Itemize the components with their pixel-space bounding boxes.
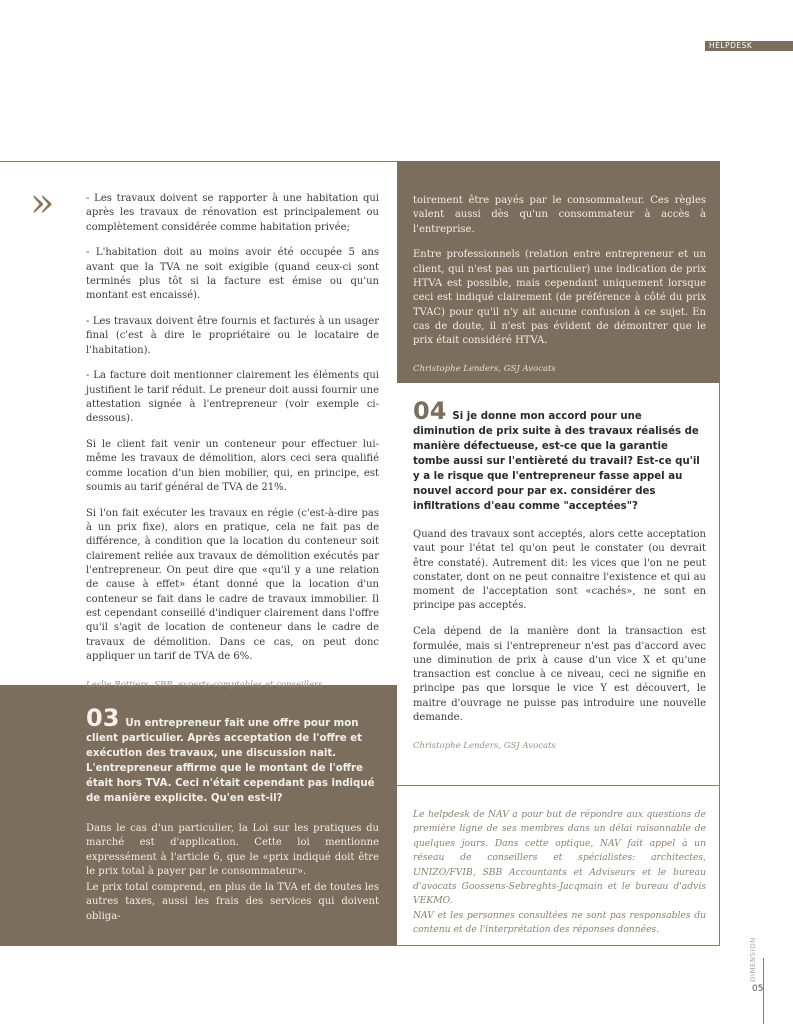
q03-answer-1: Dans le cas d'un particulier, la Loi sur les pratiques du marché est d'application. Cette loi mentionne expressément à l'article 6, que le «prix indiqué doit être le prix total à payer par le consommateur». bbox=[86, 823, 379, 877]
q03-number: 03 bbox=[86, 704, 120, 732]
q03-question bbox=[86, 706, 379, 806]
q04-block bbox=[413, 399, 706, 765]
q04-question bbox=[413, 399, 706, 514]
paragraph: - L'habitation doit au moins avoir été occupée 5 ans avant que la TVA ne soit exigible (quand ceux-ci sont terminés plus tôt si la facture est émise ou qu'un montant est encaissé). bbox=[86, 247, 379, 302]
signature: Christophe Lenders, GSJ Avocats bbox=[413, 741, 556, 752]
q04-bottom-rule bbox=[397, 785, 720, 786]
paragraph: Si l'on fait exécuter les travaux en régie (c'est-à-dire pas à un prix fixe), alors en pratique, cela ne fait pas de différence, à condition que la location du conteneur soit clairement reliée aux travaux de démolition exécutés par l'entrepreneur. On peut dire que «qu'il y a une relation de cause à effet» étant donné que la location d'un conteneur se fait dans le cadre de travaux immobilier. Il est cependant conseillé d'indiquer clairement dans l'offre qu'il s'agit de location de conteneur dans le cadre de travaux de démolition. Dans ce cas, on peut donc appliquer un tarif de TVA de 6%. bbox=[86, 507, 379, 662]
right-column-rule bbox=[719, 383, 720, 946]
q04-question-text: Si je donne mon accord pour une diminution de prix suite à des travaux réalisés de manière défectueuse, est-ce que la garantie tombe aussi sur l'entièreté du travail? Est-ce qu'il y a le risque que l'entrepreneur fasse appel au nouvel accord pour par ex. considérer des infiltrations d'eau comme "acceptées"? bbox=[413, 411, 700, 512]
top-rule bbox=[0, 161, 397, 162]
paragraph: Entre professionnels (relation entre entrepreneur et un client, qui n'est pas un particulier) une indication de prix HTVA est possible, mais cependant uniquement lorsque ceci est indiqué clairement (de préférence à côté du prix TVAC) pour qu'il n'y ait aucune confusion à ce sujet. En cas de doute, il n'est pas évident de démontrer que le prix était considéré HTVA. bbox=[413, 249, 706, 347]
helpdesk-bottom-rule bbox=[397, 945, 720, 946]
paragraph: Si le client fait venir un conteneur pour effectuer lui-même les travaux de démolition, alors ceci sera qualifié comme location d'un bien mobilier, qui, en principe, est soumis au tarif général de TVA de 21%. bbox=[86, 439, 379, 494]
left-column bbox=[86, 192, 379, 704]
q04-answer-1: Quand des travaux sont acceptés, alors cette acceptation vaut pour l'état tel qu'on peut le constater (ou devrait être constaté). Autrement dit: les vices que l'on ne peut constater, dont on ne peut connaitre l'existence et qui au moment de l'acceptation sont «cachés», ne sont en principe pas acceptés. bbox=[413, 529, 706, 612]
q03-block bbox=[86, 706, 379, 936]
helpdesk-note bbox=[413, 808, 706, 938]
signature: Christophe Lenders, GSJ Avocats bbox=[413, 364, 556, 375]
q04-number: 04 bbox=[413, 397, 447, 425]
section-tag: HELPDESK bbox=[705, 41, 793, 51]
paragraph: toirement être payés par le consommateur. Ces règles valent aussi dès qu'un consommateur à accès à l'entreprise. bbox=[413, 195, 706, 235]
helpdesk-note-line-2: NAV et les personnes consultées ne sont pas responsables du contenu et de l'interprétation des réponses données. bbox=[413, 909, 706, 936]
paragraph: - La facture doit mentionner clairement les éléments qui justifient le tarif réduit. Le preneur doit aussi fournir une attestation signée à l'entrepreneur (voir exemple ci-dessous). bbox=[86, 370, 379, 425]
q03-question-text: Un entrepreneur fait une offre pour mon client particulier. Après acceptation de l'offre et exécution des travaux, une discussion nait. L'entrepreneur affirme que le montant de l'offre était hors TVA. Ceci n'était cependant pas indiqué de manière explicite. Qu'en est-il? bbox=[86, 718, 375, 804]
helpdesk-note-line-1: Le helpdesk de NAV a pour but de répondre aux questions de première ligne de ses membres dans un délai raisonnable de quelques jours. Dans cette optique, NAV fait appel à un réseau de conseillers et spécialistes: architectes, UNIZO/FVIB, SBB Accountants et Adviseurs et le bureau d'avocats Goossens-Sebreghts-Jacqmain et le bureau d'advis VEKMO. bbox=[413, 809, 706, 907]
chevron-icon: » bbox=[30, 180, 55, 226]
right-top-block bbox=[413, 194, 706, 388]
paragraph: - Les travaux doivent se rapporter à une habitation qui après les travaux de rénovation est principalement ou complètement considérée comme habitation privée; bbox=[86, 193, 379, 233]
magazine-name: DIMENSION bbox=[749, 937, 757, 982]
page-number: 05 bbox=[752, 984, 764, 994]
signature: Leslie Rottiers, SBB, experts-comptables et conseillers bbox=[86, 680, 323, 691]
paragraph: - Les travaux doivent être fournis et facturés à un usager final (c'est à dire le propriétaire ou le locataire de l'habitation). bbox=[86, 316, 379, 356]
q03-answer-2: Le prix total comprend, en plus de la TVA et de toutes les autres taxes, aussi les frais des services qui doivent obliga- bbox=[86, 882, 379, 922]
q04-answer-2: Cela dépend de la manière dont la transaction est formulée, mais si l'entrepreneur n'est pas d'accord avec une diminution de prix à cause d'un vice X et qu'une transaction est conclue à ce niveau, ceci ne signifie en principe pas que lorsque le vice Y est découvert, le maitre d'ouvrage ne puisse pas introduire une nouvelle demande. bbox=[413, 626, 706, 724]
